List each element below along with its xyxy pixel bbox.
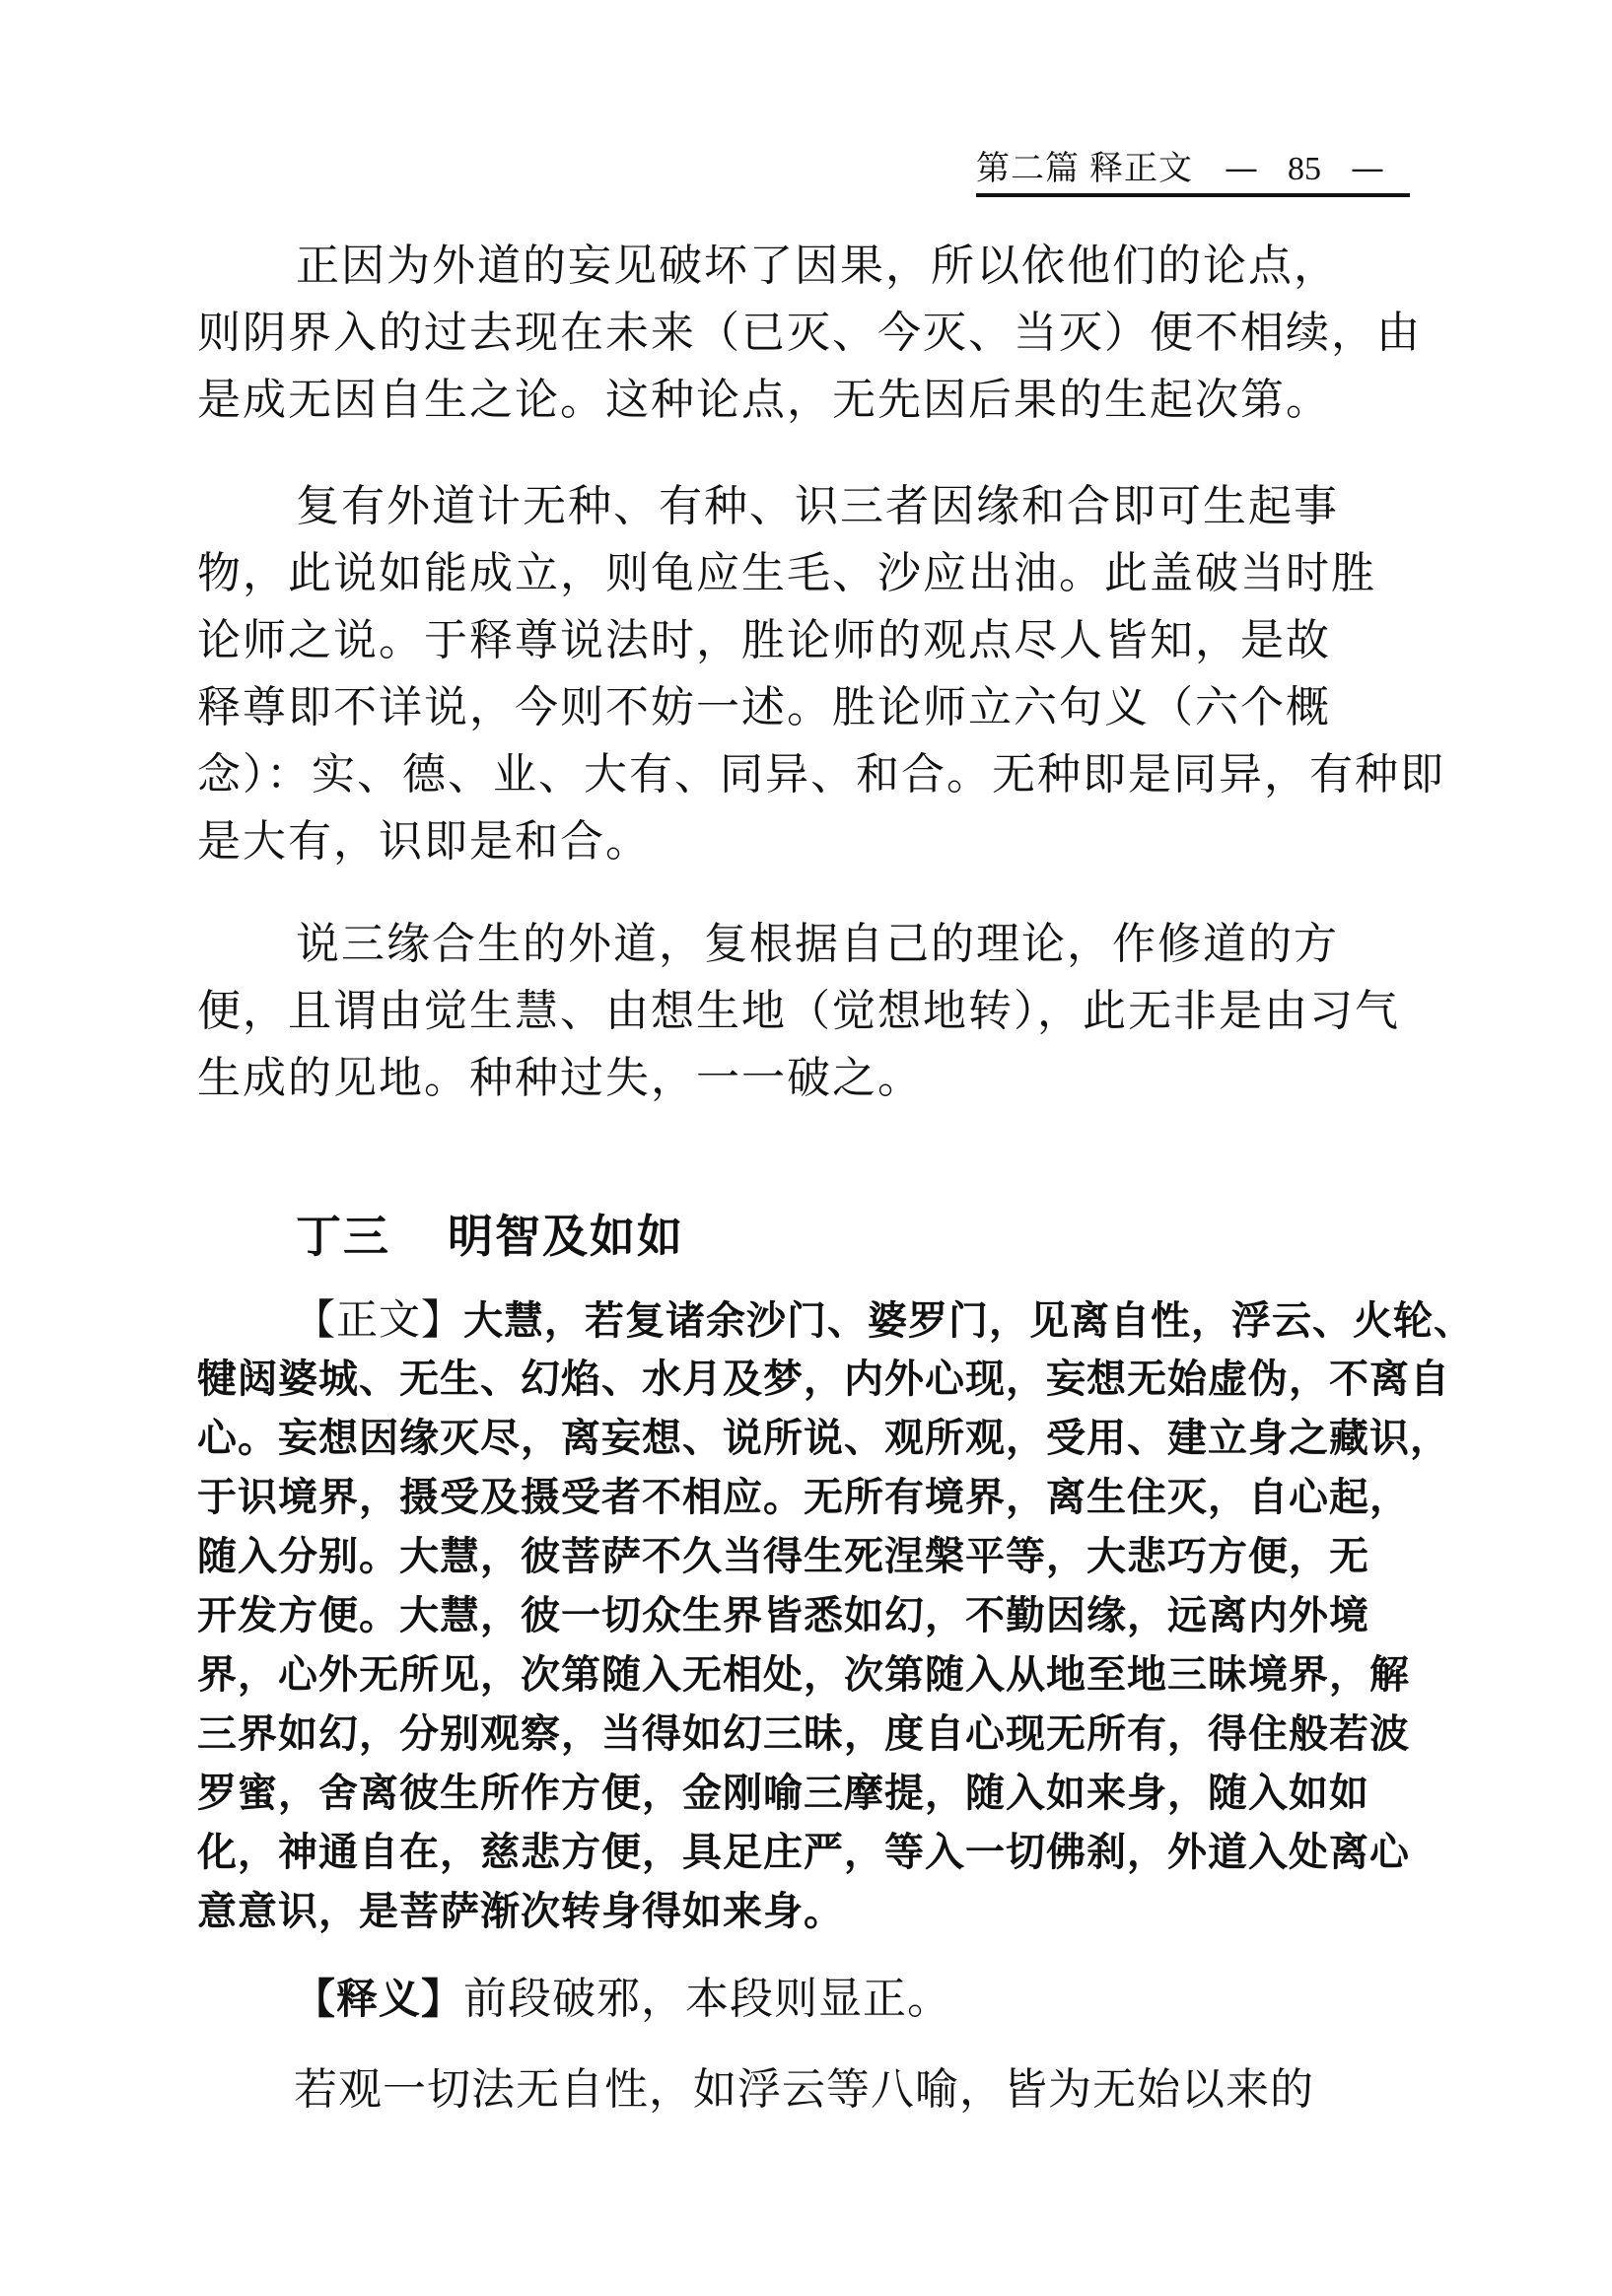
sutra-line-1 (294, 1291, 1474, 1349)
paragraph-3-line-3: 生成的见地。种种过失，一一破之。 (197, 1053, 923, 1103)
explanation-line-2: 若观一切法无自性，如浮云等八喻，皆为无始以来的 (294, 2064, 1314, 2115)
sutra-line-2: 犍闼婆城、无生、幻焰、水月及梦，内外心现，妄想无始虚伪，不离自 (197, 1357, 1450, 1402)
sutra-line-6: 开发方便。大慧，彼一切众生界皆悉如幻，不勤因缘，远离内外境 (197, 1593, 1369, 1638)
paragraph-1-line-2: 则阴界入的过去现在未来（已灭、今灭、当灭）便不相续，由 (197, 308, 1422, 358)
header-part: 第二篇 (976, 149, 1080, 188)
section-heading (296, 1205, 684, 1268)
sutra-line-3: 心。妄想因缘灭尽，离妄想、说所说、观所观，受用、建立身之藏识， (197, 1416, 1450, 1461)
header-dash-left: — (1225, 149, 1258, 188)
sutra-tag: 【正文】 (294, 1295, 464, 1344)
section-number: 丁三 (296, 1210, 390, 1263)
paragraph-1-line-3: 是成无因自生之论。这种论点，无先因后果的生起次第。 (197, 375, 1331, 425)
sutra-line-5: 随入分别。大慧，彼菩萨不久当得生死涅槃平等，大悲巧方便，无 (197, 1534, 1369, 1579)
header-dash-right: — (1351, 149, 1384, 188)
paragraph-2-line-1: 复有外道计无种、有种、识三者因缘和合即可生起事 (296, 481, 1339, 531)
paragraph-3-line-1: 说三缘合生的外道，复根据自己的理论，作修道的方 (296, 919, 1339, 969)
paragraph-2-line-4: 释尊即不详说，今则不妨一述。胜论师立六句义（六个概 (197, 682, 1331, 732)
sutra-line-10: 化，神通自在，慈悲方便，具足庄严，等入一切佛刹，外道入处离心 (197, 1830, 1410, 1875)
section-title: 明智及如如 (448, 1210, 684, 1263)
sutra-line-11: 意意识，是菩萨渐次转身得如来身。 (197, 1889, 844, 1934)
explanation-line-1 (294, 1970, 951, 2029)
sutra-line-9: 罗蜜，舍离彼生所作方便，金刚喻三摩提，随入如来身，随入如如 (197, 1771, 1369, 1816)
paragraph-2-line-3: 论师之说。于释尊说法时，胜论师的观点尽人皆知，是故 (197, 615, 1331, 665)
page-number: 85 (1288, 151, 1321, 187)
paragraph-3-line-2: 便，且谓由觉生慧、由想生地（觉想地转），此无非是由习气 (197, 986, 1400, 1036)
explanation-intro: 前段破邪，本段则显正。 (463, 1974, 952, 2024)
sutra-line-7: 界，心外无所见，次第随入无相处，次第随入从地至地三昧境界，解 (197, 1652, 1410, 1698)
header-title: 释正文 (1089, 149, 1193, 188)
paragraph-2-line-2: 物，此说如能成立，则龟应生毛、沙应出油。此盖破当时胜 (197, 548, 1376, 598)
sutra-line-8: 三界如幻，分别观察，当得如幻三昧，度自心现无所有，得住般若波 (197, 1711, 1410, 1757)
sutra-line-4: 于识境界，摄受及摄受者不相应。无所有境界，离生住灭，自心起， (197, 1475, 1410, 1520)
sutra-line-1-text: 大慧，若复诸余沙门、婆罗门，见离自性，浮云、火轮、 (463, 1298, 1475, 1344)
explanation-tag: 【释义】 (294, 1975, 464, 2023)
paragraph-1-line-1: 正因为外道的妄见破坏了因果，所以依他们的论点， (296, 241, 1339, 291)
running-header (976, 146, 1408, 191)
header-rule (976, 193, 1410, 197)
paragraph-2-line-5: 念）：实、德、业、大有、同异、和合。无种即是同异，有种即 (197, 749, 1445, 800)
paragraph-2-line-6: 是大有，识即是和合。 (197, 816, 651, 867)
